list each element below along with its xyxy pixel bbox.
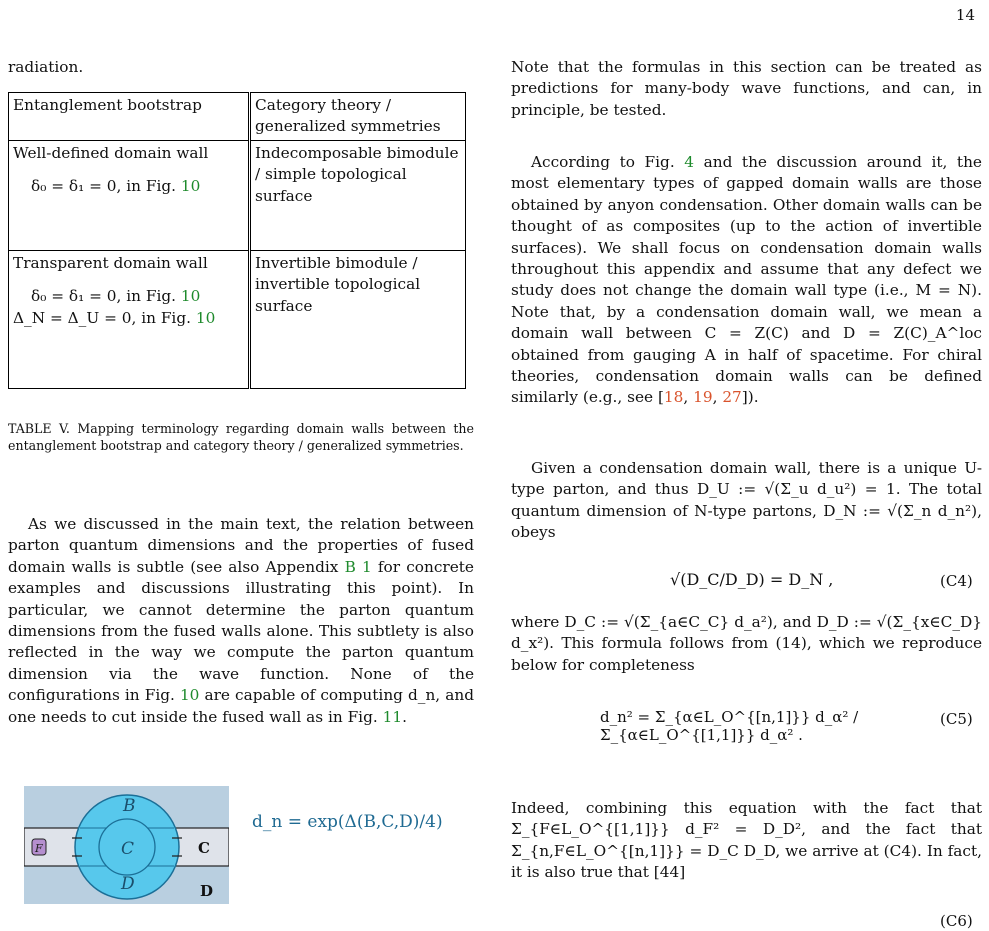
equation-c5: d_n² = Σ_{α∈L_O^{[n,1]}} d_α² / Σ_{α∈L_O^{[1,1]}} d_α² . [600,708,859,744]
table-header-row [9,93,466,141]
table-header-right-text: Category theory / generalized symmetries [255,96,441,136]
equation-c4-number: (C4) [940,572,973,590]
row1-title: Well-defined domain wall [13,143,209,162]
fig-ref[interactable]: 10 [180,287,201,306]
fig-ref[interactable]: 11 [382,707,403,726]
appendix-ref[interactable]: B 1 [344,557,372,576]
right-paragraph-4: where D_C := √(Σ_{a∈C_C} d_a²), and D_D := √(Σ_{x∈C_D} d_x²). This formula follows from (14), which we reproduce below for completeness [511,613,982,674]
label-bold-c: C [198,839,210,857]
right-paragraph-2: According to Fig. 4 and the discussion around it, the most elementary types of gapped domain walls are those obtained by anyon condensation. Other domain walls can be thought of as composites (up to the action of invertible surfaces). We shall focus on condensation domain walls throughout this appendix and assume that any defect we study does not change the domain wall type (i.e., M = N). Note that, by a condensation domain wall, we mean a domain wall between C = Z(C) and D = Z(C)_A^loc obtained from gauging A in half of spacetime. For chiral theories, condensation domain walls can be defined similarly (e.g., see [18, 19, 27]). [511,153,982,407]
row1-equation: δ₀ = δ₁ = 0, in Fig. 10 [31,177,201,196]
right-paragraph-3: Given a condensation domain wall, there is a unique U-type parton, and thus D_U := √(Σ_u d_u²) = 1. The total quantum dimension of N-type partons, D_N := √(Σ_n d_n²), obeys [511,459,982,542]
left-paragraph: As we discussed in the main text, the relation between parton quantum dimensions and the properties of fused domain walls is subtle (see also Appendix B 1 for concrete examples and discussions illustrating this point). In particular, we cannot determine the parton quantum dimensions from the fused walls alone. This subtlety is also reflected in the way we compute the parton quantum dimension via the wave function. None of the configurations in Fig. 10 are capable of computing d_n, and one needs to cut inside the fused wall as in Fig. 11. [8,515,474,726]
table-v [8,92,466,389]
table-cell-left [9,250,250,388]
citation[interactable]: 19 [693,388,713,407]
citation[interactable]: 27 [722,388,742,407]
right-paragraph-1: Note that the formulas in this section can be treated as predictions for many-body wave functions, and can, in principle, be tested. [511,58,982,119]
table-cell-right: Indecomposable bimodule / simple topological surface [250,140,466,250]
equation-c4: √(D_C/D_D) = D_N , [670,570,834,589]
equation-c5-number: (C5) [940,710,973,728]
label-bold-d: D [200,882,214,900]
label-c: C [121,839,135,859]
left-top-fragment: radiation. [8,58,84,76]
figure-11-diagram [24,786,229,904]
fig-ref[interactable]: 10 [180,177,201,196]
row2-title: Transparent domain wall [13,253,208,272]
citation[interactable]: 18 [663,388,684,407]
figure-equation: d_n = exp(Δ(B,C,D)/4) [252,812,443,832]
table-row [9,140,466,250]
table-header-left: Entanglement bootstrap [9,93,250,141]
table-cell-right: Invertible bimodule / invertible topological surface [250,250,466,388]
row2-equation-2: Δ_N = Δ_U = 0, in Fig. 10 [13,308,216,327]
table-header-right [250,93,466,141]
page-number: 14 [955,6,975,24]
row2-equation: δ₀ = δ₁ = 0, in Fig. 10 [31,287,201,306]
parton-diagram [24,786,229,904]
label-f: F [35,842,43,855]
label-b: B [123,796,136,816]
fig-ref[interactable]: 10 [195,308,216,327]
right-paragraph-5: Indeed, combining this equation with the fact that Σ_{F∈L_O^{[1,1]}} d_F² = D_D², and the fact that Σ_{n,F∈L_O^{[n,1]}} = D_C D_D, we arrive at (C4). In fact, it is also true that [44] [511,799,982,882]
fig-ref[interactable]: 10 [179,686,200,705]
table-cell-left [9,140,250,250]
label-d: D [121,874,135,894]
equation-c6-number: (C6) [940,912,973,930]
table-caption: TABLE V. Mapping terminology regarding domain walls between the entanglement bootstrap and category theory / generalized symmetries. [8,421,474,453]
fig-ref[interactable]: 4 [684,153,695,171]
table-row [9,250,466,388]
